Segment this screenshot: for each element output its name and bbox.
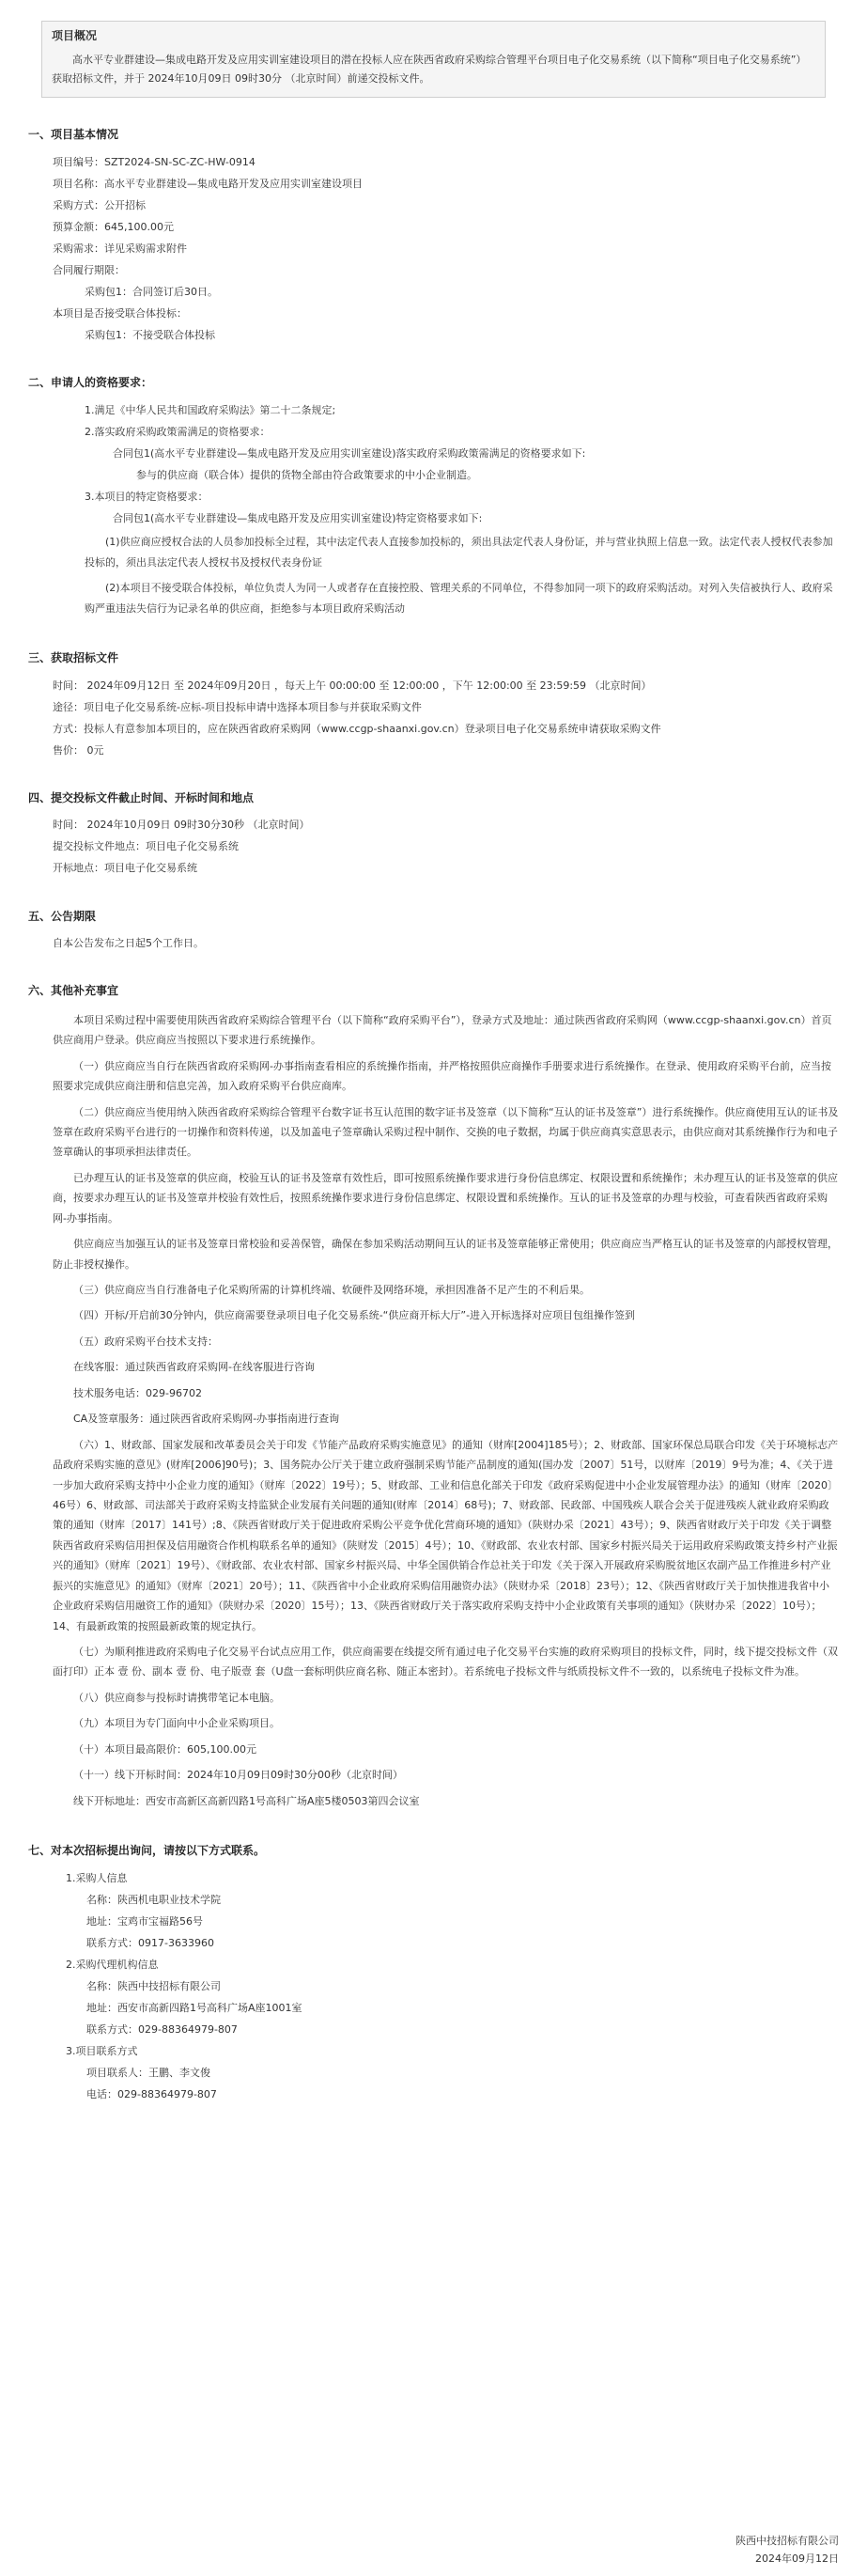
other-para: （九）本项目为专门面向中小企业采购项目。 [73,1717,280,1730]
notice-period-text: 自本公告发布之日起5个工作日。 [53,937,204,950]
section-deadline [28,789,839,880]
qual-item: 合同包1(高水平专业群建设—集成电路开发及应用实训室建设)特定资格要求如下: [113,512,483,525]
agent-info-title: 2.采购代理机构信息 [66,1958,159,1971]
section-title: 三、获取招标文件 [28,651,119,665]
overview-text: 高水平专业群建设—集成电路开发及应用实训室建设项目的潜在投标人应在陕西省政府采购综合管理平台项目电子化交易系统（以下简称“项目电子化交易系统”）获取招标文件，并于 2024年10月09日 09时30分 （北京时间）前递交投标文件。 [52,53,807,86]
qual-item: 3.本项目的特定资格要求： [85,491,209,504]
section-qualifications [28,374,839,621]
contract-period-value: 采购包1：合同签订后30日。 [85,286,218,299]
overview-title: 项目概况 [52,29,98,42]
contact-title: 3.项目联系方式 [66,2045,138,2058]
submit-location: 提交投标文件地点：项目电子化交易系统 [53,840,239,853]
section-contacts [28,1842,839,2105]
qual-item: 2.落实政府采购政策需满足的资格要求： [85,426,271,439]
other-para: （八）供应商参与投标时请携带笔记本电脑。 [73,1691,280,1704]
signature-footer [735,2531,839,2568]
agent-name: 名称：陕西中技招标有限公司 [86,1979,221,1992]
buyer-info-title: 1.采购人信息 [66,1871,128,1884]
section-title: 四、提交投标文件截止时间、开标时间和地点 [28,790,255,804]
section-notice-period [28,908,839,955]
announcement-page [0,21,867,2576]
other-para: （四）开标/开启前30分钟内，供应商需要登录项目电子化交易系统-“供应商开标大厅”-进入开标选择对应项目包组操作签到 [73,1309,636,1322]
budget-amount: 预算金额：645,100.00元 [53,221,174,234]
qual-item: 1.满足《中华人民共和国政府采购法》第二十二条规定; [85,403,336,416]
section-title: 六、其他补充事宜 [28,984,119,998]
consortium-value: 采购包1：不接受联合体投标 [85,329,215,342]
qual-item: (1)供应商应授权合法的人员参加投标全过程，其中法定代表人直接参加投标的，须出具法定代表人身份证，并与营业执照上信息一致。法定代表人授权代表参加投标的，须出具法定代表人授权书及授权代表身份证 [85,536,833,569]
other-para: （二）供应商应当使用纳入陕西省政府采购综合管理平台数字证书互认范围的数字证书及签章（以下简称“互认的证书及签章”）进行系统操作。供应商使用互认的证书及签章在政府采购平台进行的一切操作和资料传递，以及加盖电子签章确认采购过程中制作、交换的电子数据，均属于供应商真实意思表示，由供应商对其系统操作行为和电子签章确认的事项承担法律责任。 [53,1105,839,1159]
consortium-label: 本项目是否接受联合体投标： [53,307,187,320]
footer-org: 陕西中技招标有限公司 [735,2534,839,2547]
project-number: 项目编号：SZT2024-SN-SC-ZC-HW-0914 [53,155,255,168]
obtain-time: 时间： 2024年09月12日 至 2024年09月20日 ，每天上午 00:00:00 至 12:00:00 ，下午 12:00:00 至 23:59:59 （北京时间） [53,679,652,692]
other-para: （一）供应商应当自行在陕西省政府采购网-办事指南查看相应的系统操作指南，并严格按照供应商操作手册要求进行系统操作。在登录、使用政府采购平台前，应当按照要求完成供应商注册和信息完善，加入政府采购平台供应商库。 [53,1059,831,1093]
deadline-time: 时间： 2024年10月09日 09时30分30秒 （北京时间） [53,819,310,832]
buyer-address: 地址：宝鸡市宝福路56号 [86,1914,203,1928]
other-para: 本项目采购过程中需要使用陕西省政府采购综合管理平台（以下简称“政府采购平台”），登录方式及地址：通过陕西省政府采购网（www.ccgp-shaanxi.gov.cn）首页供应商用户登录。供应商应当按照以下要求进行系统操作。 [53,1013,832,1047]
agent-phone: 联系方式：029-88364979-807 [86,2023,238,2036]
policy-list: （六）1、财政部、国家发展和改革委员会关于印发《节能产品政府采购实施意见》的通知（财库[2004]185号）；2、财政部、国家环保总局联合印发《关于环境标志产品政府采购实施的意见》(财库[2006]90号)；3、国务院办公厅关于建立政府强制采购节能产品制度的通知(国办发〔2007〕51号，以财库〔2019〕9号为准；4、《关于进一步加大政府采购支持中小企业力度的通知》（财库〔2022〕19号）；5、财政部、工业和信息化部关于印发《政府采购促进中小企业发展管理办法》的通知（财库〔2020〕46号）6、财政部、司法部关于政府采购支持监狱企业发展有关问题的通知(财库〔2014〕68号)；7、财政部、民政部、中国残疾人联合会关于促进残疾人就业政府采购政策的通知（财库〔2017〕141号）;8、《陕西省财政厅关于促进政府采购公平竞争优化营商环境的通知》（陕财办采〔2021〕43号）；9、陕西省财政厅关于印发《关于调整陕西省政府采购信用担保及信用融资合作机构联系名单的通知》（陕财发〔2015〕4号）；10、《财政部、农业农村部、国家乡村振兴局关于运用政府采购政策支持乡村产业振兴的通知》（财库〔2021〕19号）、《财政部、农业农村部、国家乡村振兴局、中华全国供销合作总社关于印发《关于深入开展政府采购脱贫地区农副产品工作推进乡村产业振兴的实施意见》的通知》（财库〔2021〕20号）；11、《陕西省中小企业政府采购信用融资办法》（陕财办采〔2018〕23号）；12、《陕西省财政厅关于加快推进我省中小企业政府采购信用融资工作的通知》（陕财办采〔2020〕15号）；13、《陕西省财政厅关于落实政府采购支持中小企业政策有关事项的通知》（陕财办采〔2022〕10号）；14、有最新政策的按照最新政策的规定执行。 [53,1438,839,1632]
section-obtain-docs [28,649,839,761]
buyer-phone: 联系方式：0917-3633960 [86,1936,214,1949]
other-para: （五）政府采购平台技术支持： [73,1335,218,1348]
other-para: 在线客服：通过陕西省政府采购网-在线客服进行咨询 [73,1361,315,1374]
opening-location: 开标地点：项目电子化交易系统 [53,862,197,875]
contract-period-label: 合同履行期限： [53,264,125,277]
other-para: 技术服务电话：029-96702 [73,1386,202,1399]
other-para: CA及签章服务：通过陕西省政府采购网-办事指南进行查询 [73,1413,340,1426]
offline-opening-address: 线下开标地址：西安市高新区高新四路1号高科广场A座5楼0503第四会议室 [73,1794,420,1807]
contact-phone: 电话：029-88364979-807 [86,2088,217,2101]
project-overview-box [41,21,826,98]
obtain-route: 途径：项目电子化交易系统-应标-项目投标申请中选择本项目参与并获取采购文件 [53,700,422,713]
qual-item: 合同包1(高水平专业群建设—集成电路开发及应用实训室建设)落实政府采购政策需满足的资格要求如下: [113,447,586,461]
section-other-matters [28,982,839,1814]
obtain-price: 售价： 0元 [53,743,104,757]
other-para: 已办理互认的证书及签章的供应商，校验互认的证书及签章有效性后，即可按照系统操作要求进行身份信息绑定、权限设置和系统操作；未办理互认的证书及签章的供应商，按要求办理互认的证书及签章并校验有效性后，按照系统操作要求进行身份信息绑定、权限设置和系统操作。互认的证书及签章的办理与校验，可查看陕西省政府采购网-办事指南。 [53,1171,838,1225]
obtain-method: 方式：投标人有意参加本项目的，应在陕西省政府采购网（www.ccgp-shaanxi.gov.cn）登录项目电子化交易系统申请获取采购文件 [53,722,661,735]
max-price: （十）本项目最高限价：605,100.00元 [73,1742,256,1756]
procurement-needs: 采购需求：详见采购需求附件 [53,242,187,256]
agent-address: 地址：西安市高新四路1号高科广场A座1001室 [86,2001,302,2014]
section-basic-info [28,126,839,346]
other-para: 供应商应当加强互认的证书及签章日常校验和妥善保管，确保在参加采购活动期间互认的证书及签章能够正常使用；供应商应当严格互认的证书及签章的内部授权管理，防止非授权操作。 [53,1238,838,1271]
buyer-name: 名称：陕西机电职业技术学院 [86,1893,221,1906]
section-title: 一、项目基本情况 [28,128,119,142]
section-title: 五、公告期限 [28,909,97,923]
qual-item: 参与的供应商（联合体）提供的货物全部由符合政策要求的中小企业制造。 [136,469,477,482]
procurement-method: 采购方式：公开招标 [53,199,146,212]
qual-item: (2)本项目不接受联合体投标，单位负责人为同一人或者存在直接控股、管理关系的不同单位，不得参加同一项下的政府采购活动。对列入失信被执行人、政府采购严重违法失信行为记录名单的供应商，拒绝参与本项目政府采购活动 [85,582,833,615]
contact-person: 项目联系人：王鹏、李文俊 [86,2067,210,2080]
section-title: 二、申请人的资格要求： [28,376,153,390]
section-title: 七、对本次招标提出询问，请按以下方式联系。 [28,1844,266,1858]
footer-date: 2024年09月12日 [755,2552,839,2565]
offline-opening-time: （十一）线下开标时间：2024年10月09日09时30分00秒（北京时间） [73,1769,403,1782]
project-name: 项目名称：高水平专业群建设—集成电路开发及应用实训室建设项目 [53,178,363,191]
other-para: （三）供应商应当自行准备电子化采购所需的计算机终端、软硬件及网络环境，承担因准备不足产生的不利后果。 [73,1284,590,1297]
other-para: （七）为顺利推进政府采购电子化交易平台试点应用工作，供应商需要在线提交所有通过电子化交易平台实施的政府采购项目的投标文件，同时，线下提交投标文件（双面打印）正本 壹 份、副本 壹 份、电子版壹 套（U盘一套标明供应商名称、随正本密封）。若系统电子投标文件与纸质投标文件不一致的，以系统电子投标文件为准。 [53,1646,838,1678]
